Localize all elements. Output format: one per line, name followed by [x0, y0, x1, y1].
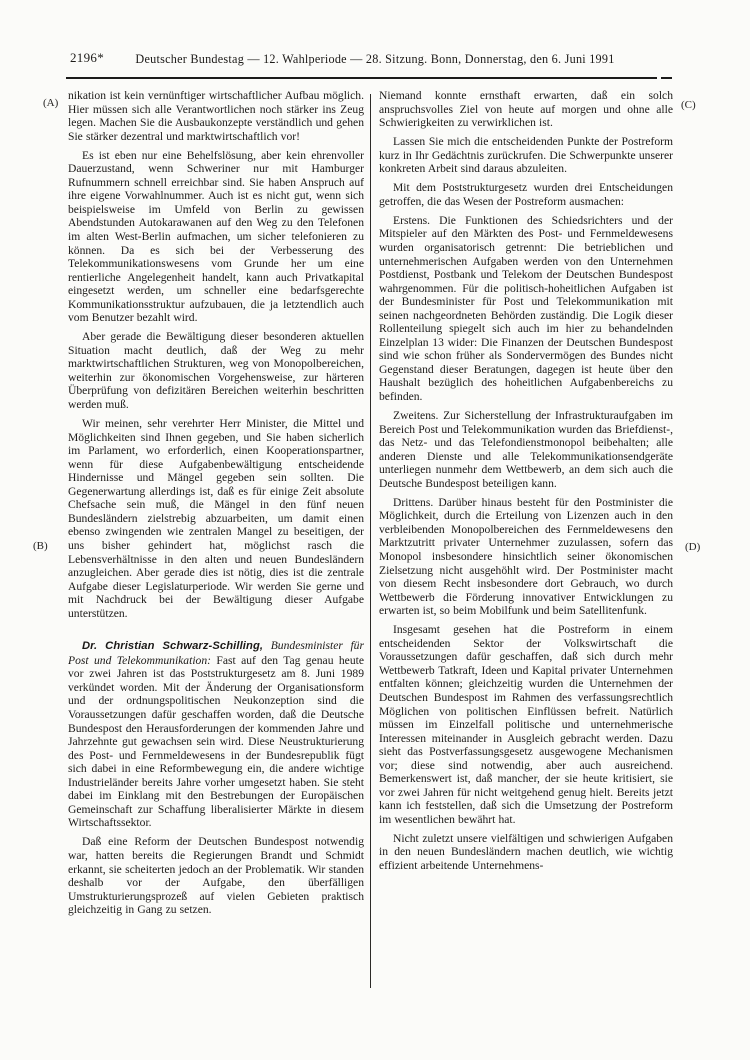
header-rule-dash	[661, 77, 672, 79]
paragraph: Niemand konnte ernsthaft erwarten, daß ein solch anspruchsvolles Ziel von heute auf morgen und ohne alle Schwierigkeiten zu verwirklichen ist.	[379, 89, 673, 130]
speaker-name: Dr. Christian Schwarz-Schilling,	[82, 640, 264, 653]
paragraph: Aber gerade die Bewältigung dieser besonderen aktuellen Situation macht deutlich, daß der Weg zu mehr marktwirtschaftlichen Strukturen, weg von Monopolbereichen, weiterhin zur ökonomischen Vorgehensweise, zur härteren Überprüfung von defizitären Bereichen weiterhin beschritten werden muß.	[68, 330, 364, 412]
page-number: 2196*	[70, 50, 104, 65]
paragraph: Wir meinen, sehr verehrter Herr Minister, die Mittel und Möglichkeiten sind Ihnen gegeben, und Sie haben sicherlich im Parlament, wo erforderlich, einen Kooperationspartner, wenn für diese Aufgabenbewältigung entscheidende Hindernisse und Mängel gegeben sein sollten. Die Gegenerwartung allerdings ist, daß es für einige Zeit absolute Chefsache sein muß, die Mängel in den fünf neuen Bundesländern zielstrebig abzuarbeiten, um damit einen ebenso zwingenden wie zentralen Mangel zu beseitigen, der uns bisher gehindert hat, möglichst rasch die Lebensverhältnisse in den alten und neuen Bundesländern anzugleichen. Aber gerade dies ist nötig, dies ist die zentrale Aufgabe dieser Legislaturperiode. Wir werden Sie gerne und mit Nachdruck bei der Bewältigung dieser Aufgabe unterstützen.	[68, 417, 364, 620]
paragraph: Nicht zuletzt unsere vielfältigen und schwierigen Aufgaben in den neuen Bundesländern machen deutlich, wie wichtig effizient arbeitende Unternehmens-	[379, 831, 673, 873]
paragraph: Daß eine Reform der Deutschen Bundespost notwendig war, hatten bereits die Regierungen Brandt und Schmidt erkannt, sie scheiterten jedoch an der Problematik. Wir standen deshalb vor der Aufgabe, den überfälligen Umstrukturierungsprozeß auf vielen Gebieten praktisch gleichzeitig in Gang zu setzen.	[68, 835, 364, 917]
margin-mark-b: (B)	[33, 540, 48, 552]
paragraph: Drittens. Darüber hinaus besteht für den Postminister die Möglichkeit, durch die Erteilung von Lizenzen auch in den verbleibenden Monopolbereichen des Fernmeldewesens den Marktzutritt privater Unternehmer zuzulassen, sofern das Monopol insbesondere hinsichtlich seiner ökonomischen Zielsetzung nicht ausgehöhlt wird. Der Postminister macht von diesem Recht insbesondere dort Gebrauch, wo durch Wettbewerb die Förderung innovativer Entwicklungen zu erwarten ist, so beim Mobilfunk und beim Satellitenfunk.	[379, 495, 673, 618]
margin-mark-a: (A)	[43, 97, 59, 109]
header-rule	[66, 77, 657, 79]
paragraph: Es ist eben nur eine Behelfslösung, aber kein ehrenvoller Dauerzustand, wenn Schweriner nur mit Hamburger Rufnummern schnell erreichbar sind. Sie haben Anspruch auf ihre eigene Vorwahlnummer. Auch ist es nicht gut, wenn sich beispielsweise im Umfeld von Berlin zu gewissen Abendstunden Autokarawanen auf den Weg zu den Telefonen im alten West-Berlin aufmachen, um sicher telefonieren zu können. Da es sich bei der Verbesserung des Telekommunikationswesens vom Grunde her um eine rentierliche Angelegenheit handelt, kann auch Privatkapital eingesetzt werden, um schneller eine bedarfsgerechte Kommunikationsstruktur aufzubauen, die ja letztendlich auch vom Benutzer bezahlt wird.	[68, 148, 364, 325]
margin-mark-c: (C)	[681, 99, 696, 111]
paragraph: Lassen Sie mich die entscheidenden Punkte der Postreform kurz in Ihr Gedächtnis zurückrufen. Die Schwerpunkte unserer konkreten Arbeit sind daraus abzuleiten.	[379, 135, 673, 176]
header-title: Deutscher Bundestag — 12. Wahlperiode — 28. Sitzung. Bonn, Donnerstag, den 6. Juni 1991	[135, 52, 615, 66]
margin-mark-d: (D)	[685, 541, 701, 553]
paragraph: Mit dem Poststrukturgesetz wurden drei Entscheidungen getroffen, die das Wesen der Postreform ausmachen:	[379, 181, 673, 208]
column-divider	[370, 94, 371, 988]
paragraph: Insgesamt gesehen hat die Postreform in einem entscheidenden Sektor der Volkswirtschaft die Voraussetzungen dafür geschaffen, daß sich durch mehr Wettbewerb Tatkraft, Ideen und Kapital privater Unternehmen entfalten können; gleichzeitig wurden die Unternehmen der Deutschen Bundespost im Rahmen des verfassungsrechtlich Möglichen von politischen Einflüssen befreit. Natürlich müssen im Einzelfall politische und unternehmerische Interessen miteinander in Ausgleich gebracht werden. Dazu sieht das Postverfassungsgesetz ausgewogene Mechanismen vor; diese sind notwendig, aber auch ausreichend. Bemerkenswert ist, daß mancher, der sie heute kritisiert, sie vor zwei Jahren für nicht weitgehend genug hielt. Bereits jetzt kann ich feststellen, daß sich die Umsetzung der Postreform im wesentlichen bewährt hat.	[379, 623, 673, 826]
paragraph: Zweitens. Zur Sicherstellung der Infrastrukturaufgaben im Bereich Post und Telekommunikation wurden das Briefdienst-, das Netz- und das Telefondienstmonopol beibehalten; alle anderen Dienste und alle Telekommunikationsendgeräte unterliegen nunmehr dem Wettbewerb, an dem sich auch die Deutsche Bundespost beteiligen kann.	[379, 409, 673, 490]
paragraph: nikation ist kein vernünftiger wirtschaftlicher Aufbau möglich. Hier müssen sich alle Verantwortlichen noch stärker ins Zeug legen. Machen Sie die Ausbaukonzepte verständlich und gehen Sie stärker dezentral und marktwirtschaftlich vor!	[68, 89, 364, 143]
right-column	[379, 89, 673, 990]
paragraph: Erstens. Die Funktionen des Schiedsrichters und der Mitspieler auf den Märkten des Post- und Fernmeldewesens wurden organisatorisch getrennt: Die betrieblichen und unternehmerischen Aufgaben werden von den Unternehmen Postdienst, Postbank und Telekom der Deutschen Bundespost wahrgenommen. Für die politisch-hoheitlichen Aufgaben ist der Bundesminister für Post und Telekommunikation mit seinen nachgeordneten Behörden zuständig. Die Logik dieser Rollenteilung spiegelt sich auch im hier zu behandelnden Einzelplan 13 wider: Die Finanzen der Deutschen Bundespost sind wie schon früher als Sondervermögen des Bundes nicht Gegenstand dieser Beratungen, dagegen ist heute über den Haushalt bezüglich des hoheitlichen Aufgabenbereichs zu befinden.	[379, 213, 673, 403]
speaker-paragraph: Dr. Christian Schwarz-Schilling, Bundesminister für Post und Telekommunikation: Fast auf den Tag genau heute vor zwei Jahren ist das Poststrukturgesetz am 8. Juni 1989 verkündet worden. Mit der Änderung der Organisationsform und der ordnungspolitischen Neukonzeption sind die Voraussetzungen dafür geschaffen worden, daß die Deutsche Bundespost den Herausforderungen der kommenden Jahre und Jahrzehnte gut gewachsen sein wird. Diese Neustrukturierung des Post- und Fernmeldewesens in der Bundesrepublik fügt sich dabei in eine Reformbewegung ein, die andere wichtige Industrieländer bereits Jahre vorher umgesetzt haben. Sie steht dabei im Einklang mit den Bestrebungen der Europäischen Gemeinschaft zur Schaffung liberalisierter Märkte in diesem Wirtschaftssektor.	[68, 639, 364, 830]
speaker-role: Bundesminister für Post und Telekommunikation:	[68, 639, 364, 667]
left-column	[68, 89, 364, 990]
